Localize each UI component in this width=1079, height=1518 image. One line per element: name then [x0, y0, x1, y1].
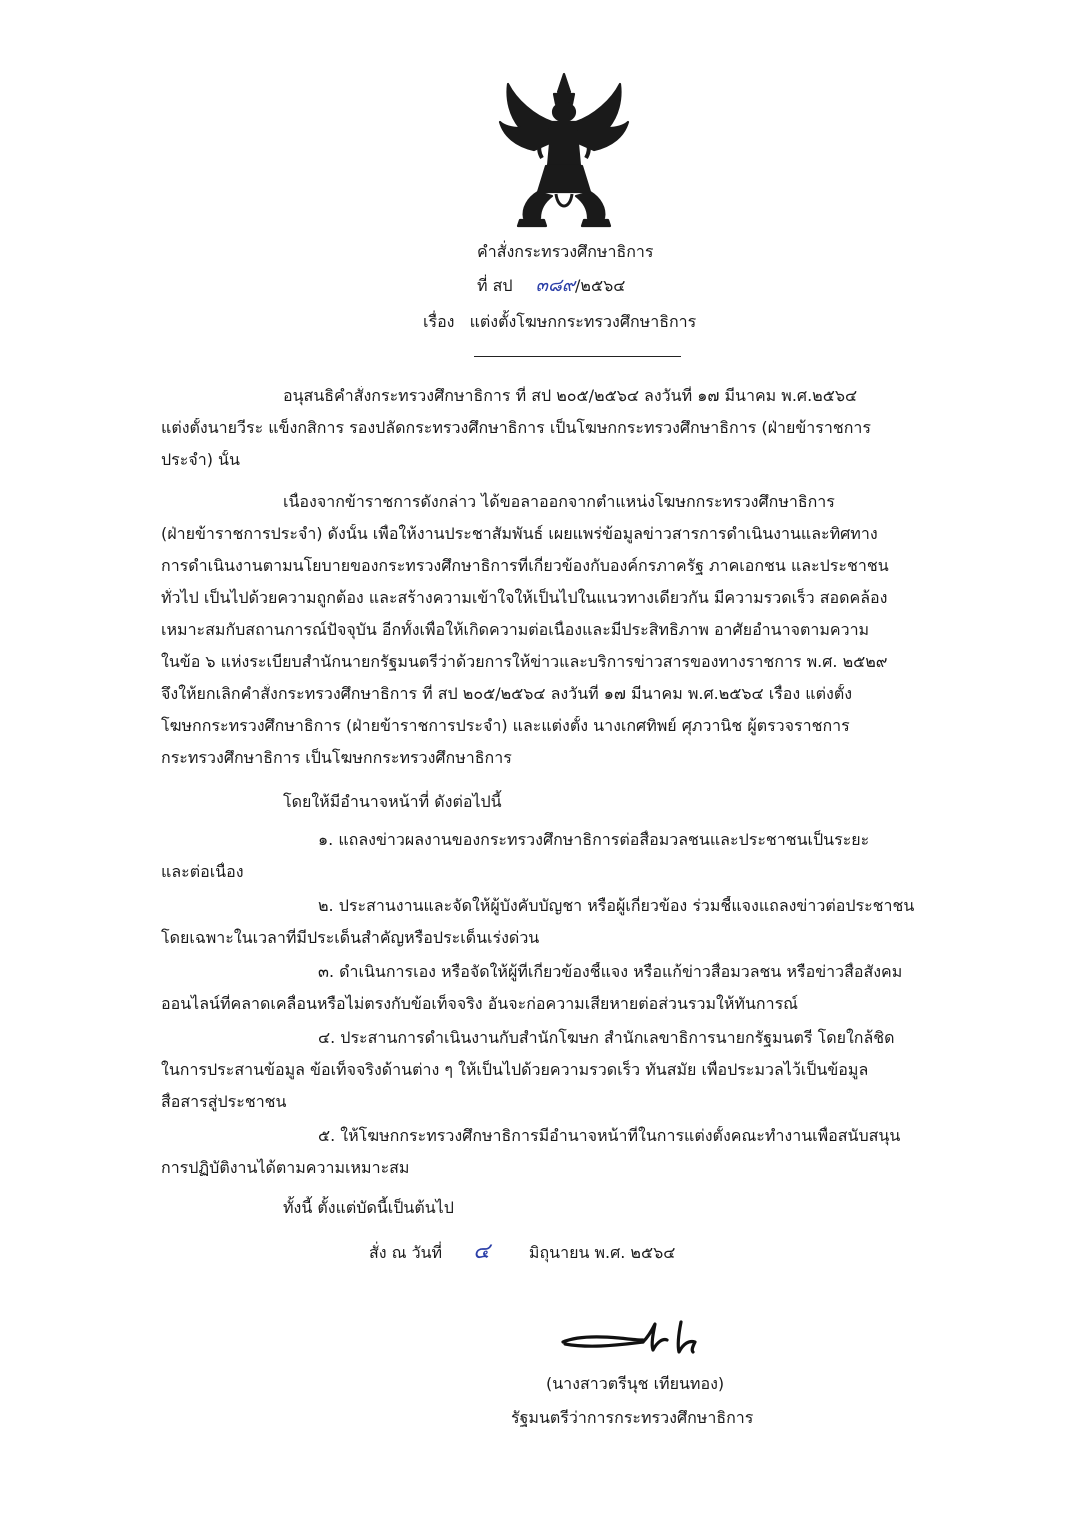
para2-line-9: กระทรวงศึกษาธิการ เป็นโฆษกกระทรวงศึกษาธิการ [161, 748, 512, 767]
duty-2-line-2: โดยเฉพาะในเวลาที่มีประเด็นสำคัญหรือประเด็นเร่งด่วน [161, 928, 540, 947]
signatory-position: รัฐมนตรีว่าการกระทรวงศึกษาธิการ [511, 1408, 754, 1427]
duty-4-line-3: สื่อสารสู่ประชาชน [161, 1092, 287, 1111]
duty-2-line-1: ๒. ประสานงานและจัดให้ผู้บังคับบัญชา หรือผู้เกี่ยวข้อง ร่วมชี้แจงแถลงข่าวต่อประชาชน [318, 896, 915, 915]
para2-line-6: ในข้อ ๖ แห่งระเบียบสำนักนายกรัฐมนตรีว่าด้วยการให้ข่าวและบริการข่าวสารของทางราชการ พ.ศ. ๒๕๒๙ [161, 652, 888, 671]
para1-line-2: แต่งตั้งนายวีระ แข็งกสิการ รองปลัดกระทรวงศึกษาธิการ เป็นโฆษกกระทรวงศึกษาธิการ (ฝ่ายข้าราชการ [161, 418, 871, 437]
para2-line-2: (ฝ่ายข้าราชการประจำ) ดังนั้น เพื่อให้งานประชาสัมพันธ์ เผยแพร่ข้อมูลข่าวสารการดำเนินงานและทิศทาง [161, 524, 878, 543]
para2-line-4: ทั่วไป เป็นไปด้วยความถูกต้อง และสร้างความเข้าใจให้เป็นไปในแนวทางเดียวกัน มีความรวดเร็ว สอดคล้อง [161, 588, 888, 607]
order-title: คำสั่งกระทรวงศึกษาธิการ [477, 242, 654, 261]
duty-1-line-2: และต่อเนื่อง [161, 862, 244, 881]
dated-month-year: มิถุนายน พ.ศ. ๒๕๖๔ [528, 1243, 676, 1262]
signature-mark [557, 1318, 727, 1358]
para2-line-7: จึงให้ยกเลิกคำสั่งกระทรวงศึกษาธิการ ที่ สป ๒๐๕/๒๕๖๔ ลงวันที่ ๑๗ มีนาคม พ.ศ.๒๕๖๔ เรื่อง แต่งตั้ง [161, 684, 853, 703]
para2-line-3: การดำเนินงานตามนโยบายของกระทรวงศึกษาธิการที่เกี่ยวข้องกับองค์กรภาครัฐ ภาคเอกชน และประชาชน [161, 556, 889, 575]
signatory-name: (นางสาวตรีนุช เทียนทอง) [546, 1374, 725, 1393]
duty-1-line-1: ๑. แถลงข่าวผลงานของกระทรวงศึกษาธิการต่อสื่อมวลชนและประชาชนเป็นระยะ [318, 830, 870, 849]
garuda-emblem-icon [494, 70, 634, 232]
header-divider [474, 356, 681, 357]
order-number-handwritten: ๓๘๙ [535, 275, 576, 296]
para1-line-3: ประจำ) นั้น [161, 450, 240, 469]
order-number-suffix: /๒๕๖๔ [575, 276, 626, 295]
duty-5-line-2: การปฏิบัติงานได้ตามความเหมาะสม [161, 1158, 410, 1177]
effective-date-text: ทั้งนี้ ตั้งแต่บัดนี้เป็นต้นไป [283, 1198, 454, 1217]
duty-4-line-2: ในการประสานข้อมูล ข้อเท็จจริงด้านต่าง ๆ ให้เป็นไปด้วยความรวดเร็ว ทันสมัย เพื่อประมวลไว้เป็นข้อมูล [161, 1060, 869, 1079]
subject-line [423, 312, 696, 332]
para1-line-1: อนุสนธิคำสั่งกระทรวงศึกษาธิการ ที่ สป ๒๐๕/๒๕๖๔ ลงวันที่ ๑๗ มีนาคม พ.ศ.๒๕๖๔ [283, 386, 858, 405]
dated-day-handwritten: ๔ [473, 1239, 490, 1264]
dated-prefix: สั่ง ณ วันที่ [369, 1243, 443, 1262]
duty-5-line-1: ๕. ให้โฆษกกระทรวงศึกษาธิการมีอำนาจหน้าที่ในการแต่งตั้งคณะทำงานเพื่อสนับสนุน [318, 1126, 901, 1145]
duties-intro: โดยให้มีอำนาจหน้าที่ ดังต่อไปนี้ [283, 792, 502, 811]
duty-3-line-1: ๓. ดำเนินการเอง หรือจัดให้ผู้ที่เกี่ยวข้องชี้แจง หรือแก้ข่าวสื่อมวลชน หรือข่าวสื่อสังคม [318, 962, 903, 981]
para2-line-5: เหมาะสมกับสถานการณ์ปัจจุบัน อีกทั้งเพื่อให้เกิดความต่อเนื่องและมีประสิทธิภาพ อาศัยอำนาจตามความ [161, 620, 870, 639]
para2-line-8: โฆษกกระทรวงศึกษาธิการ (ฝ่ายข้าราชการประจำ) และแต่งตั้ง นางเกศทิพย์ ศุภวานิช ผู้ตรวจราชการ [161, 716, 850, 735]
para2-line-1: เนื่องจากข้าราชการดังกล่าว ได้ขอลาออกจากตำแหน่งโฆษกกระทรวงศึกษาธิการ [283, 492, 835, 511]
dated-line [369, 1239, 676, 1264]
duty-3-line-2: ออนไลน์ที่คลาดเคลื่อนหรือไม่ตรงกับข้อเท็จจริง อันจะก่อความเสียหายต่อส่วนรวมให้ทันการณ์ [161, 994, 798, 1013]
subject-label: เรื่อง [423, 312, 455, 331]
subject-text: แต่งตั้งโฆษกกระทรวงศึกษาธิการ [469, 312, 697, 331]
order-number-prefix: ที่ สป [477, 276, 513, 295]
order-number-line [477, 276, 625, 296]
duty-4-line-1: ๔. ประสานการดำเนินงานกับสำนักโฆษก สำนักเลขาธิการนายกรัฐมนตรี โดยใกล้ชิด [318, 1028, 895, 1047]
